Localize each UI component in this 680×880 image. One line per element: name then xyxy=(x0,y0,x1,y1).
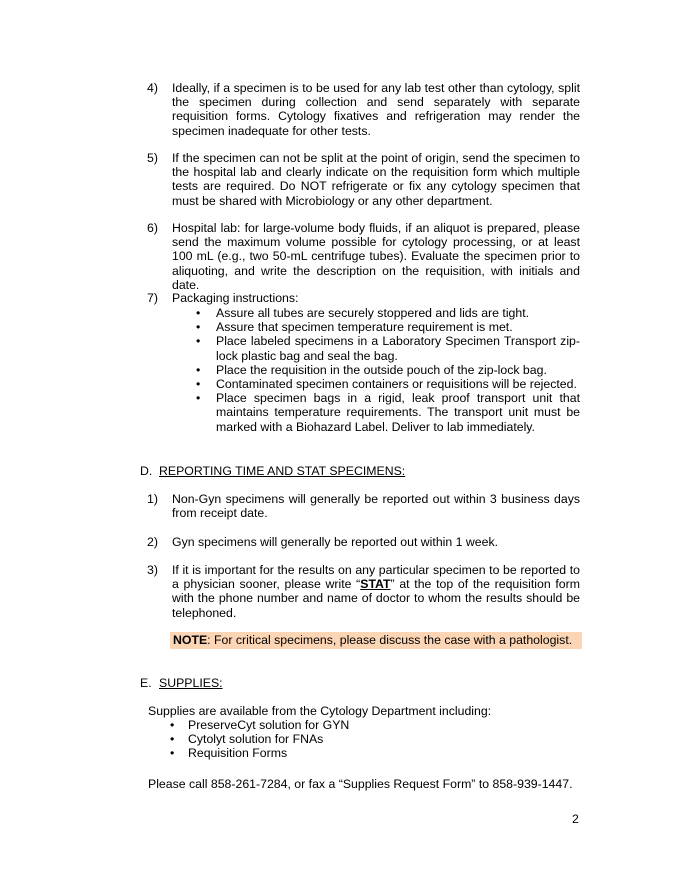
item-number: 6) xyxy=(147,221,158,235)
item-text: Ideally, if a specimen is to be used for any lab test other than cytology, split the specimen during collection and send separately with separate requisition forms. Cytology fixatives and refrigeration may render the specimen inadequate for other tests. xyxy=(172,81,580,138)
list-item xyxy=(147,492,580,520)
list-item xyxy=(147,221,580,292)
item-text: Hospital lab: for large-volume body fluids, if an aliquot is prepared, please send the maximum volume possible for cytology processing, or at least 100 mL (e.g., two 50-mL centrifuge tubes). Evaluate the specimen prior to aliquoting, and write the description on the requisition, with initials and date. xyxy=(172,221,580,292)
item-text: Non-Gyn specimens will generally be reported out within 3 business days from receipt date. xyxy=(172,492,580,521)
critical-note xyxy=(170,632,582,649)
bullet-item: • Assure that specimen temperature requirement is met. xyxy=(195,320,580,334)
bullet-item: • Place the requisition in the outside pouch of the zip-lock bag. xyxy=(195,363,580,377)
item-number: 5) xyxy=(147,151,158,165)
section-title: SUPPLIES: xyxy=(159,676,223,690)
supplies-list xyxy=(168,718,349,761)
list-item xyxy=(147,563,580,620)
supplies-intro: Supplies are available from the Cytology Department including: xyxy=(148,704,492,718)
item-number: 1) xyxy=(147,492,158,506)
item-number: 7) xyxy=(147,291,158,305)
stat-keyword: STAT xyxy=(360,577,391,592)
note-text: : For critical specimens, please discuss the case with a pathologist. xyxy=(207,633,573,647)
section-heading-d xyxy=(140,464,405,478)
item-text: If the specimen can not be split at the point of origin, send the specimen to the hospital lab and clearly indicate on the requisition form which multiple tests are required. Do NOT refrigerate or fix any cytology specimen that must be shared with Microbiology or any other department. xyxy=(172,151,580,208)
item-number: 2) xyxy=(147,535,158,549)
supply-item: • Cytolyt solution for FNAs xyxy=(168,732,349,746)
section-heading-e xyxy=(140,676,223,690)
bullet-item: • Place labeled specimens in a Laboratory Specimen Transport zip-lock plastic bag and seal the bag. xyxy=(195,334,580,362)
item-text xyxy=(172,563,580,620)
supply-item: • PreserveCyt solution for GYN xyxy=(168,718,349,732)
list-item xyxy=(147,151,580,208)
bullet-item: • Contaminated specimen containers or requisitions will be rejected. xyxy=(195,377,580,391)
packaging-bullet-list xyxy=(195,306,580,434)
list-item xyxy=(147,291,580,305)
item-number: 3) xyxy=(147,563,158,577)
item-text: Gyn specimens will generally be reported out within 1 week. xyxy=(172,535,499,549)
bullet-item: • Place specimen bags in a rigid, leak proof transport unit that maintains temperature requirements. The transport unit must be marked with a Biohazard Label. Deliver to lab immediately. xyxy=(195,391,580,434)
item-text-part: If it is important for the results on any particular specimen to be reported to a physician sooner, please write “ xyxy=(172,563,580,592)
section-letter: E. xyxy=(140,676,152,690)
item-text-part: ” at the top of the requisition form with the phone number and name of doctor to whom the results should be telephoned. xyxy=(172,577,580,620)
note-label: NOTE xyxy=(173,633,208,647)
list-item xyxy=(147,81,580,138)
page-number: 2 xyxy=(572,812,579,826)
supplies-contact: Please call 858-261-7284, or fax a “Supplies Request Form” to 858-939-1447. xyxy=(148,777,573,791)
supply-item: • Requisition Forms xyxy=(168,746,349,760)
section-letter: D. xyxy=(140,464,153,478)
item-text: Packaging instructions: xyxy=(172,291,299,305)
bullet-item: • Assure all tubes are securely stoppered and lids are tight. xyxy=(195,306,580,320)
list-item xyxy=(147,535,580,549)
item-number: 4) xyxy=(147,81,158,95)
section-title: REPORTING TIME AND STAT SPECIMENS: xyxy=(159,464,406,478)
